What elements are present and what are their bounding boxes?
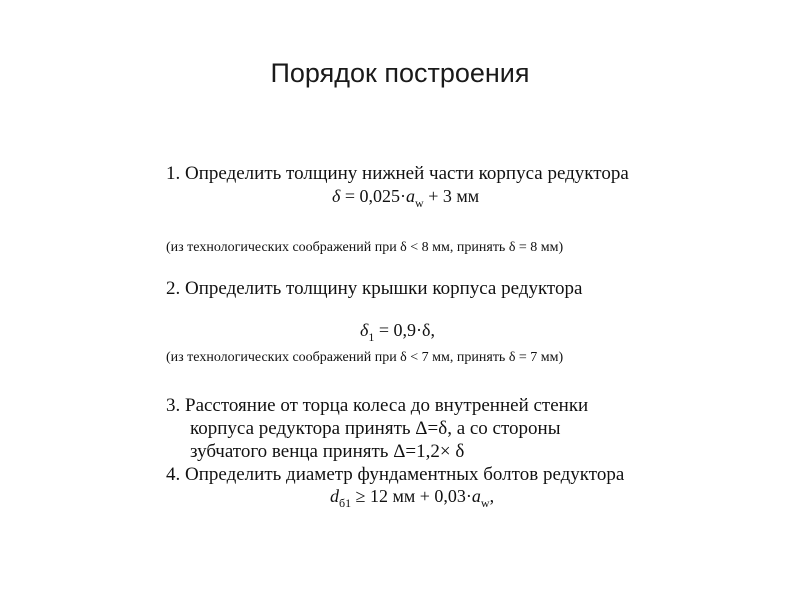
formula-a: a [471, 486, 481, 506]
formula-a: a [406, 186, 416, 206]
step3-line1: 3. Расстояние от торца колеса до внутренней стенки [166, 395, 589, 416]
formula-delta1: δ [360, 320, 369, 340]
formula-tail: , [489, 486, 495, 506]
formula-rest: ≥ 12 мм + 0,03· [351, 486, 472, 506]
step1-formula [332, 186, 479, 211]
formula-rest: + 3 мм [423, 186, 480, 206]
formula-delta: δ [332, 186, 341, 206]
formula-coef: = 0,025· [340, 186, 407, 206]
step4-heading: 4. Определить диаметр фундаментных болтов редуктора [166, 464, 625, 485]
step3-line2: корпуса редуктора принять Δ=δ, а со стороны [190, 418, 561, 439]
formula-delta1-sub: 1 [368, 330, 375, 344]
formula-a-sub: w [415, 196, 424, 210]
step2-formula [360, 320, 435, 345]
formula-a-sub: w [480, 496, 490, 510]
step2-note: (из технологических соображений при δ < 7 мм, принять δ = 7 мм) [166, 350, 564, 365]
formula-d: d [330, 486, 339, 506]
step4-formula [330, 486, 494, 511]
page-title: Порядок построения [270, 58, 530, 88]
step3-line3: зубчатого венца принять Δ=1,2× δ [190, 441, 465, 462]
step2-heading: 2. Определить толщину крышки корпуса редуктора [166, 278, 583, 299]
step1-heading: 1. Определить толщину нижней части корпуса редуктора [166, 163, 629, 184]
formula-rest: = 0,9·δ, [374, 320, 436, 340]
formula-d-sub: б1 [339, 496, 352, 510]
step1-note: (из технологических соображений при δ < 8 мм, принять δ = 8 мм) [166, 240, 564, 255]
